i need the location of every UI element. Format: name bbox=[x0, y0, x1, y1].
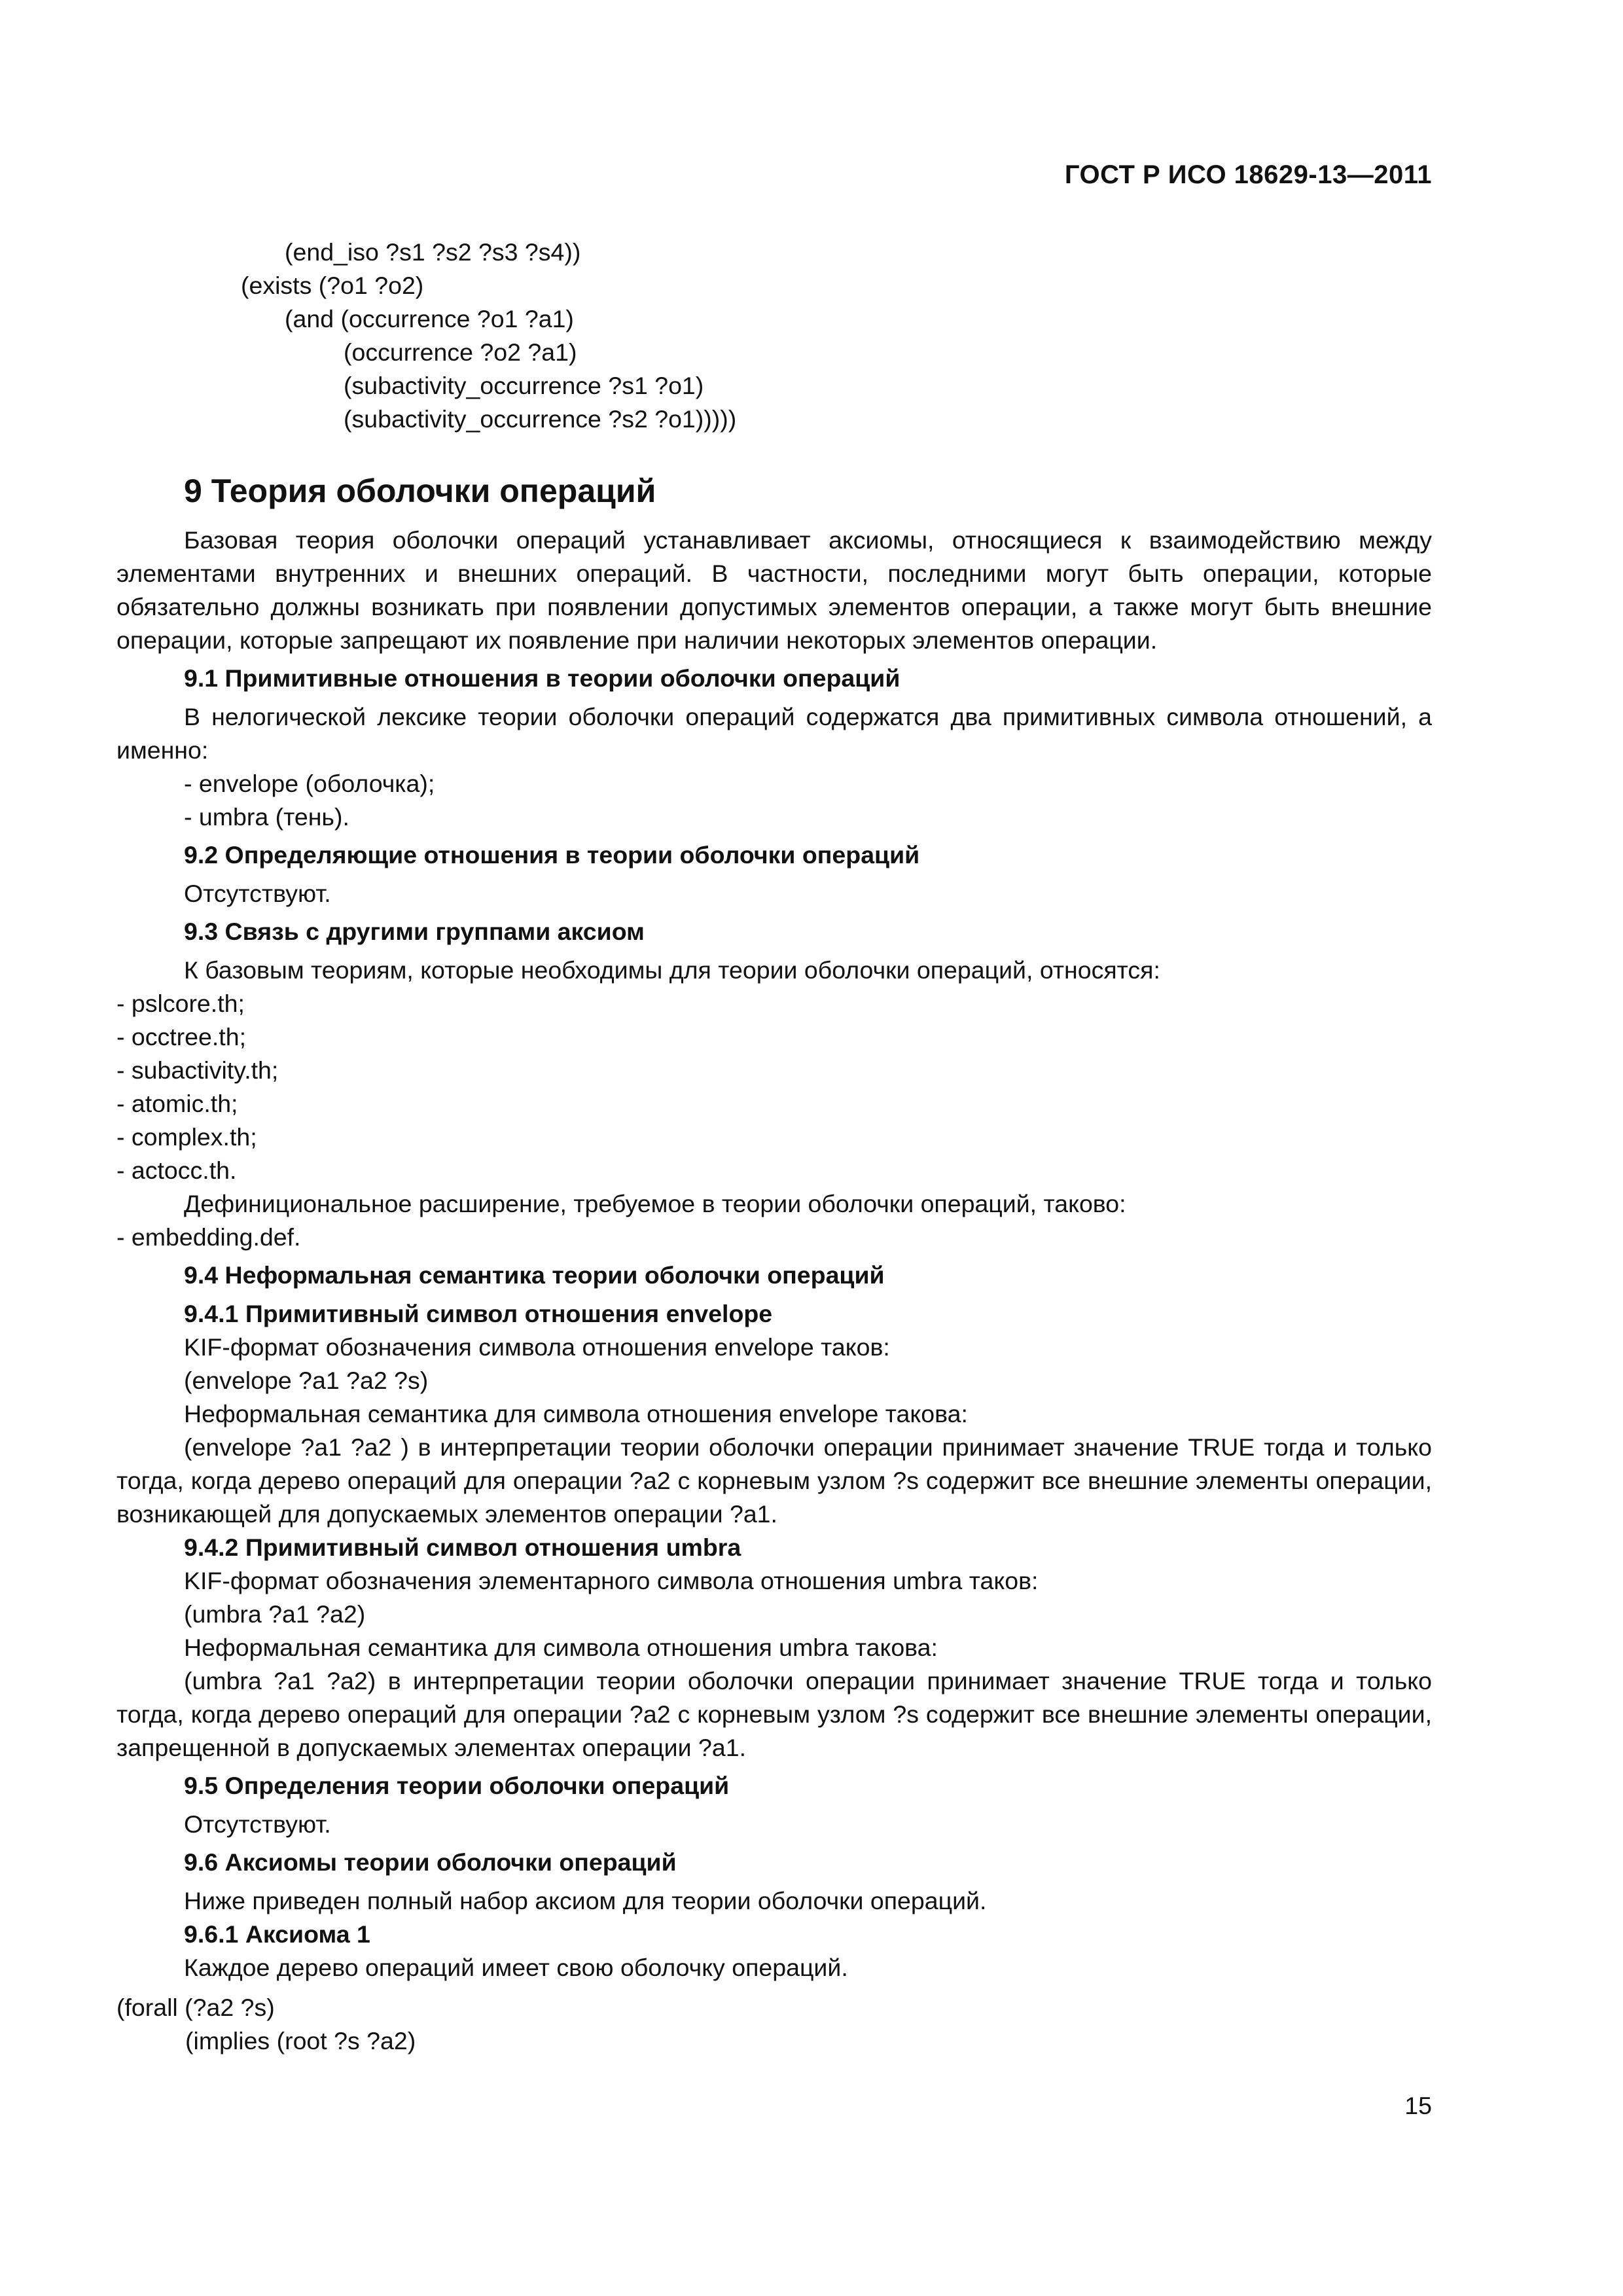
section-9-1-text: В нелогической лексике теории оболочки операций содержатся два примитивных символа отношений, а именно: bbox=[116, 703, 1432, 764]
code-line: (subactivity_occurrence ?s1 ?o1) bbox=[344, 372, 704, 399]
section-9-4-title: 9.4 Неформальная семантика теории оболочки операций bbox=[184, 1261, 885, 1289]
list-item: - envelope (оболочка); bbox=[184, 770, 435, 797]
section-9-3-text2: Дефиниционaльное расширение, требуемое в теории оболочки операций, таково: bbox=[184, 1190, 1126, 1217]
section-9-6-title: 9.6 Аксиомы теории оболочки операций bbox=[184, 1848, 677, 1876]
section-9-5-title: 9.5 Определения теории оболочки операций bbox=[184, 1772, 730, 1799]
code-line: (occurrence ?o2 ?a1) bbox=[344, 338, 577, 366]
section-9-2-text: Отсутствуют. bbox=[184, 880, 331, 907]
section-9-5-text: Отсутствуют. bbox=[184, 1810, 331, 1838]
page-header: ГОСТ Р ИСО 18629-13—2011 bbox=[1064, 160, 1432, 189]
list-item: - umbra (тень). bbox=[184, 803, 349, 831]
code-line: (exists (?o1 ?o2) bbox=[241, 272, 424, 299]
section-9-4-2-title: 9.4.2 Примитивный символ отношения umbra bbox=[184, 1534, 741, 1561]
page-content bbox=[116, 236, 1432, 2058]
code-line: (implies (root ?s ?a2) bbox=[185, 2027, 416, 2054]
kif-expression: (envelope ?a1 ?a2 ?s) bbox=[184, 1367, 429, 1394]
page-number: 15 bbox=[1404, 2092, 1432, 2119]
section-9-6-1-title: 9.6.1 Аксиома 1 bbox=[184, 1920, 370, 1948]
semantics-paragraph: (umbra ?a1 ?a2) в интерпретации теории оболочки операции принимает значение TRUE тогда и только тогда, когда дерево операций для операции ?a2 с корневым узлом ?s содержит все внешние элементы операции, запрещенной в допускаемых элементах операции ?a1. bbox=[116, 1667, 1432, 1761]
code-line: (end_iso ?s1 ?s2 ?s3 ?s4)) bbox=[285, 238, 581, 266]
list-item: - atomic.th; bbox=[116, 1090, 238, 1117]
list-item: - complex.th; bbox=[116, 1123, 257, 1151]
section-9-6-text: Ниже приведен полный набор аксиом для теории оболочки операций. bbox=[184, 1887, 987, 1914]
code-line: (subactivity_occurrence ?s2 ?o1))))) bbox=[344, 405, 737, 433]
kif-expression: (umbra ?a1 ?a2) bbox=[184, 1600, 366, 1628]
axiom-1-text: Каждое дерево операций имеет свою оболочку операций. bbox=[184, 1954, 848, 1981]
kif-format-text: KIF-формат обозначения элементарного символа отношения umbra таков: bbox=[184, 1567, 1039, 1594]
list-item: - embedding.def. bbox=[116, 1223, 301, 1251]
list-item: - actocc.th. bbox=[116, 1157, 237, 1184]
code-line: (forall (?a2 ?s) bbox=[116, 1994, 275, 2021]
kif-format-text: KIF-формат обозначения символа отношения envelope таков: bbox=[184, 1333, 890, 1361]
section-9-4-1-title: 9.4.1 Примитивный символ отношения envelope bbox=[184, 1300, 773, 1327]
list-item: - pslcore.th; bbox=[116, 990, 245, 1017]
semantics-text: Неформальная семантика для символа отношения envelope такова: bbox=[184, 1400, 968, 1427]
section-9-title: 9 Теория оболочки операций bbox=[184, 473, 656, 509]
section-9-3-title: 9.3 Связь с другими группами аксиом bbox=[184, 918, 645, 945]
section-9-2-title: 9.2 Определяющие отношения в теории оболочки операций bbox=[184, 841, 920, 869]
list-item: - subactivity.th; bbox=[116, 1056, 279, 1084]
section-9-intro: Базовая теория оболочки операций устанавливает аксиомы, относящиеся к взаимодействию между элементами внутренних и внешних операций. В частности, последними могут быть операции, которые обязательно должны возникать при появлении допустимых элементов операции, а также могут быть внешние операции, которые запрещают их появление при наличии некоторых элементов операции. bbox=[116, 526, 1432, 654]
code-line: (and (occurrence ?o1 ?a1) bbox=[285, 305, 574, 332]
section-9-1-title: 9.1 Примитивные отношения в теории оболочки операций bbox=[184, 664, 901, 692]
semantics-paragraph: (envelope ?a1 ?a2 ) в интерпретации теории оболочки операции принимает значение TRUE тогда и только тогда, когда дерево операций для операции ?a2 с корневым узлом ?s содержит все внешние элементы операции, возникающей для допускаемых элементов операции ?a1. bbox=[116, 1433, 1432, 1528]
semantics-text: Неформальная семантика для символа отношения umbra такова: bbox=[184, 1634, 938, 1661]
list-item: - occtree.th; bbox=[116, 1023, 246, 1050]
section-9-3-text: К базовым теориям, которые необходимы для теории оболочки операций, относятся: bbox=[184, 956, 1160, 984]
